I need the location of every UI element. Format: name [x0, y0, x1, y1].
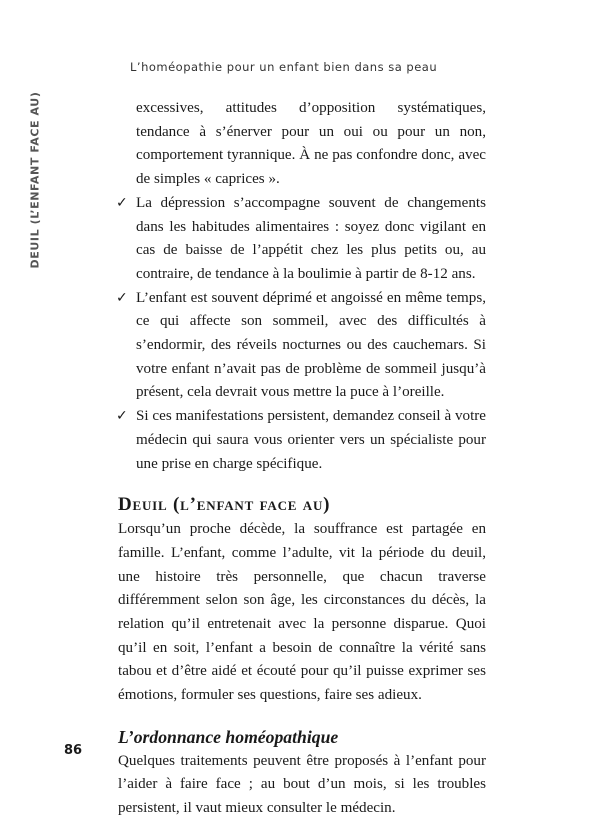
bullet-text: La dépression s’accompagne souvent de changements dans les habitudes alimentaires : soyez donc vigilant en cas de baisse de l’appétit chez les plus petits ou, au contraire, de tendance à la boulimie à partir de 8-12 ans.	[136, 194, 486, 282]
bullet-item	[118, 405, 486, 476]
page-number: 86	[64, 743, 83, 758]
check-icon: ✓	[116, 289, 128, 306]
page-content	[118, 97, 486, 821]
subsection-title: L’ordonnance homéopathique	[118, 726, 339, 747]
bullet-text: L’enfant est souvent déprimé et angoissé en même temps, ce qui affecte son sommeil, avec des difficultés à s’endormir, des réveils nocturnes ou des cauchemars. Si votre enfant n’avait pas de problème de sommeil jusqu’à présent, cela devrait vous mettre la puce à l’oreille.	[136, 289, 486, 401]
check-icon: ✓	[116, 194, 128, 211]
side-tab	[26, 90, 44, 270]
side-tab-label: DEUIL (L’ENFANT FACE AU)	[28, 91, 42, 269]
subsection-paragraph: Quelques traitements peuvent être proposés à l’enfant pour l’aider à faire face ; au bout d’un mois, si les troubles persistent, il vaut mieux consulter le médecin.	[118, 752, 486, 816]
running-head: L’homéopathie pour un enfant bien dans sa peau	[130, 60, 438, 74]
section-title: Deuil (l’enfant face au)	[118, 494, 331, 516]
section-paragraph: Lorsqu’un proche décède, la souffrance est partagée en famille. L’enfant, comme l’adulte, vit la période du deuil, une histoire très personnelle, que chacun traverse différemment selon son âge, les circonstances du décès, la relation qu’il entretenait avec la personne disparue. Quoi qu’il en soit, l’enfant a besoin de connaître la vérité sans tabou et d’être aidé et écouté pour qu’il puisse exprimer ses émotions, formuler ses questions, faire ses adieux.	[118, 521, 486, 704]
bullet-item	[118, 192, 486, 287]
bullet-text: Si ces manifestations persistent, demandez conseil à votre médecin qui saura vous orienter vers un spécialiste pour une prise en charge spécifique.	[136, 408, 486, 472]
bullet-item	[118, 287, 486, 406]
check-icon: ✓	[116, 408, 128, 425]
continued-paragraph: excessives, attitudes d’opposition systématiques, tendance à s’énerver pour un oui ou pour un non, comportement tyrannique. À ne pas confondre donc, avec de simples « caprices ».	[136, 100, 486, 188]
